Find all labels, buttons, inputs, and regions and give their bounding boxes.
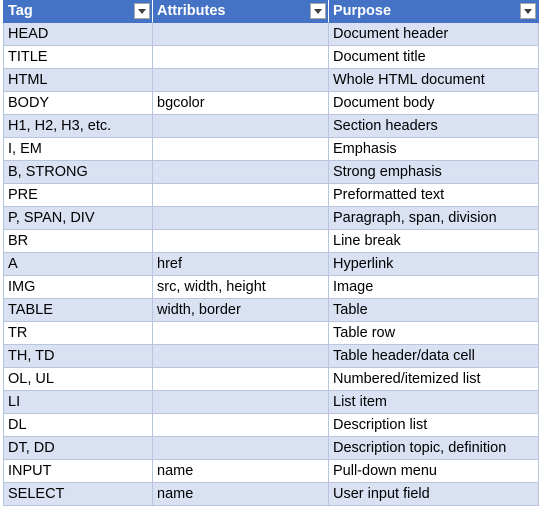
table-row [3, 483, 539, 506]
chevron-down-icon [314, 9, 322, 14]
cell-tag[interactable]: P, SPAN, DIV [3, 207, 153, 230]
cell-purpose[interactable]: Description topic, definition [329, 437, 539, 460]
table-row [3, 184, 539, 207]
table-row [3, 299, 539, 322]
cell-tag[interactable]: IMG [3, 276, 153, 299]
table-row [3, 460, 539, 483]
cell-attributes[interactable] [153, 115, 329, 138]
cell-tag[interactable]: LI [3, 391, 153, 414]
cell-tag[interactable]: OL, UL [3, 368, 153, 391]
table-row [3, 46, 539, 69]
cell-tag[interactable]: DL [3, 414, 153, 437]
cell-purpose[interactable]: User input field [329, 483, 539, 506]
cell-purpose[interactable]: Hyperlink [329, 253, 539, 276]
table-row [3, 23, 539, 46]
cell-attributes[interactable] [153, 161, 329, 184]
cell-attributes[interactable]: name [153, 460, 329, 483]
cell-purpose[interactable]: Numbered/itemized list [329, 368, 539, 391]
cell-purpose[interactable]: Emphasis [329, 138, 539, 161]
cell-tag[interactable]: DT, DD [3, 437, 153, 460]
cell-attributes[interactable] [153, 23, 329, 46]
cell-attributes[interactable] [153, 322, 329, 345]
table-body [3, 23, 539, 506]
cell-purpose[interactable]: Image [329, 276, 539, 299]
cell-attributes[interactable] [153, 368, 329, 391]
column-header-attributes-label: Attributes [157, 3, 226, 19]
cell-purpose[interactable]: List item [329, 391, 539, 414]
table-row [3, 161, 539, 184]
cell-purpose[interactable]: Strong emphasis [329, 161, 539, 184]
cell-tag[interactable]: TR [3, 322, 153, 345]
cell-tag[interactable]: TABLE [3, 299, 153, 322]
table-row [3, 437, 539, 460]
cell-tag[interactable]: H1, H2, H3, etc. [3, 115, 153, 138]
column-header-purpose[interactable] [329, 0, 539, 23]
cell-attributes[interactable] [153, 207, 329, 230]
chevron-down-icon [524, 9, 532, 14]
cell-tag[interactable]: BODY [3, 92, 153, 115]
table-row [3, 253, 539, 276]
cell-tag[interactable]: HEAD [3, 23, 153, 46]
table-row [3, 322, 539, 345]
cell-tag[interactable]: A [3, 253, 153, 276]
cell-attributes[interactable]: bgcolor [153, 92, 329, 115]
cell-purpose[interactable]: Preformatted text [329, 184, 539, 207]
cell-attributes[interactable]: href [153, 253, 329, 276]
table-row [3, 92, 539, 115]
filter-dropdown-attributes-button[interactable] [310, 3, 326, 19]
cell-attributes[interactable]: width, border [153, 299, 329, 322]
cell-attributes[interactable]: name [153, 483, 329, 506]
table-row [3, 115, 539, 138]
cell-attributes[interactable] [153, 46, 329, 69]
cell-purpose[interactable]: Line break [329, 230, 539, 253]
table-row [3, 345, 539, 368]
column-header-tag-label: Tag [8, 3, 33, 19]
cell-purpose[interactable]: Pull-down menu [329, 460, 539, 483]
cell-purpose[interactable]: Paragraph, span, division [329, 207, 539, 230]
table-row [3, 230, 539, 253]
table-row [3, 414, 539, 437]
cell-attributes[interactable] [153, 184, 329, 207]
column-header-purpose-label: Purpose [333, 3, 392, 19]
table-row [3, 138, 539, 161]
cell-attributes[interactable] [153, 414, 329, 437]
column-header-tag[interactable] [3, 0, 153, 23]
table-row [3, 391, 539, 414]
cell-tag[interactable]: SELECT [3, 483, 153, 506]
cell-tag[interactable]: PRE [3, 184, 153, 207]
filter-dropdown-tag-button[interactable] [134, 3, 150, 19]
cell-purpose[interactable]: Section headers [329, 115, 539, 138]
table-row [3, 368, 539, 391]
cell-purpose[interactable]: Whole HTML document [329, 69, 539, 92]
cell-purpose[interactable]: Document header [329, 23, 539, 46]
cell-attributes[interactable]: src, width, height [153, 276, 329, 299]
cell-purpose[interactable]: Table row [329, 322, 539, 345]
filter-dropdown-purpose-button[interactable] [520, 3, 536, 19]
cell-purpose[interactable]: Document title [329, 46, 539, 69]
cell-attributes[interactable] [153, 230, 329, 253]
column-header-attributes[interactable] [153, 0, 329, 23]
cell-attributes[interactable] [153, 391, 329, 414]
table-row [3, 69, 539, 92]
cell-tag[interactable]: TH, TD [3, 345, 153, 368]
cell-purpose[interactable]: Table [329, 299, 539, 322]
cell-purpose[interactable]: Description list [329, 414, 539, 437]
cell-attributes[interactable] [153, 345, 329, 368]
chevron-down-icon [138, 9, 146, 14]
table-header-row [3, 0, 539, 23]
cell-attributes[interactable] [153, 138, 329, 161]
cell-tag[interactable]: I, EM [3, 138, 153, 161]
table-row [3, 276, 539, 299]
cell-tag[interactable]: INPUT [3, 460, 153, 483]
table-row [3, 207, 539, 230]
cell-purpose[interactable]: Table header/data cell [329, 345, 539, 368]
cell-purpose[interactable]: Document body [329, 92, 539, 115]
cell-tag[interactable]: B, STRONG [3, 161, 153, 184]
cell-attributes[interactable] [153, 69, 329, 92]
cell-tag[interactable]: TITLE [3, 46, 153, 69]
cell-attributes[interactable] [153, 437, 329, 460]
cell-tag[interactable]: BR [3, 230, 153, 253]
html-tags-table [3, 0, 539, 506]
cell-tag[interactable]: HTML [3, 69, 153, 92]
